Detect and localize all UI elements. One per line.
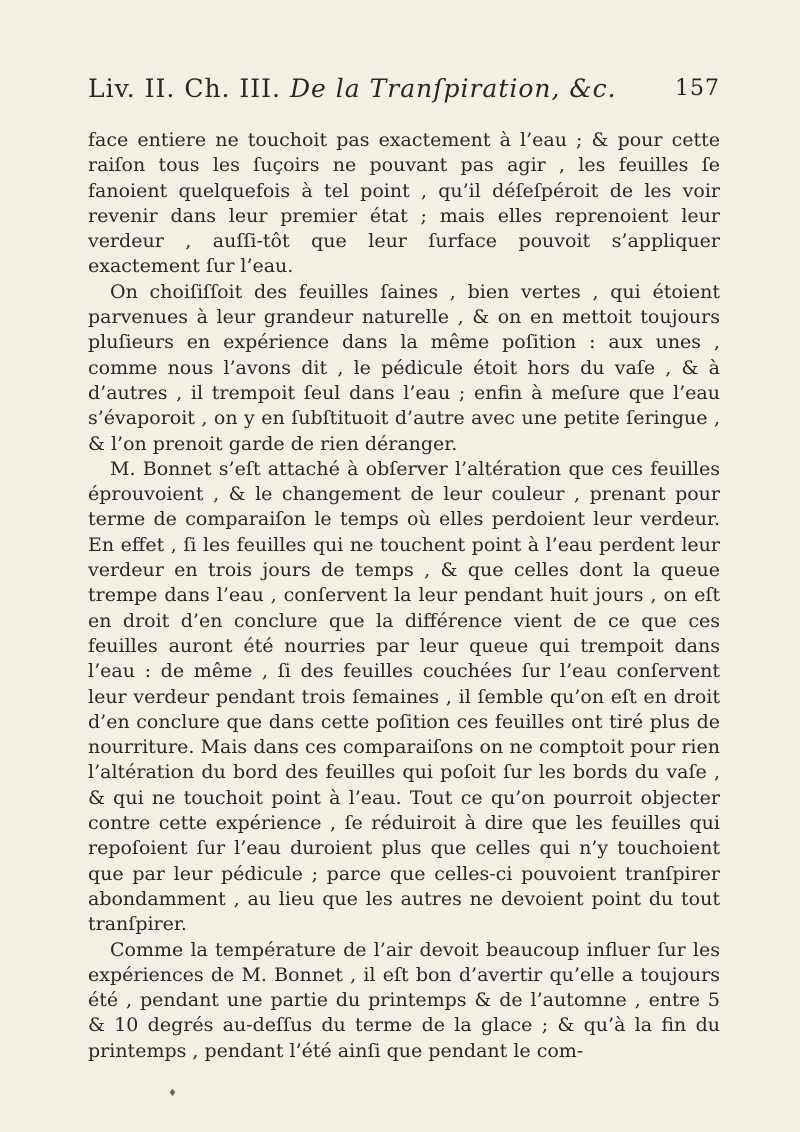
chapter-title: De la Tranſpiration, &c. [289, 74, 617, 103]
body-text [88, 128, 720, 1064]
paragraph-bonnet-observation: M. Bonnet s’eſt attaché à obſerver l’altération que ces feuilles éprouvoient , & le changement de leur couleur , prenant pour terme de comparaiſon le temps où elles perdoient leur verdeur. En effet , ſi les feuilles qui ne touchent point à l’eau perdent leur verdeur en trois jours de temps , & que celles dont la queue trempe dans l’eau , conſervent la leur pendant huit jours , on eſt en droit d’en conclure que la différence vient de ce que ces feuilles auront été nourries par leur queue qui trempoit dans l’eau : de même , ſi des feuilles couchées ſur l’eau conſervent leur verdeur pendant trois ſemaines , il ſemble qu’on eſt en droit d’en conclure que dans cette poſition ces feuilles ont tiré plus de nourriture. Mais dans ces comparaiſons on ne comptoit pour rien l’altération du bord des feuilles qui poſoit ſur les bords du vaſe , & qui ne touchoit point à l’eau. Tout ce qu’on pourroit objecter contre cette expérience , ſe réduiroit à dire que les feuilles qui repoſoient ſur l’eau duroient plus que celles qui n’y touchoient que par leur pédicule ; parce que celles-ci pouvoient tranſpirer abondamment , au lieu que les autres ne devoient point du tout tranſpirer. [88, 457, 720, 936]
page-number: 157 [675, 76, 720, 101]
running-head [88, 74, 720, 110]
paragraph-continued: face entiere ne touchoit pas exactement à l’eau ; & pour cette raiſon tous les ſuçoirs ne pouvant pas agir , les feuilles ſe fanoient quelquefois à tel point , qu’il déſeſpéroit de les voir revenir dans leur premier état ; mais elles reprenoient leur verdeur , auſſi-tôt que leur ſurface pouvoit s’appliquer exactement ſur l’eau. [88, 129, 720, 278]
paragraph-leaves-selection: On choiſiſſoit des feuilles ſaines , bien vertes , qui étoient parvenues à leur grandeur naturelle , & on en mettoit toujours pluſieurs en expérience dans la même poſition : aux unes , comme nous l’avons dit , le pédicule étoit hors du vaſe , & à d’autres , il trempoit ſeul dans l’eau ; enfin à meſure que l’eau s’évaporoit , on y en ſubſtituoit d’autre avec une petite ſeringue , & l’on prenoit garde de rien déranger. [88, 280, 720, 455]
paragraph-temperature: Comme la température de l’air devoit beaucoup influer ſur les expériences de M. Bonnet , il eſt bon d’avertir qu’elle a toujours été , pendant une partie du printemps & de l’automne , entre 5 & 10 degrés au-deſſus du terme de la glace ; & qu’à la fin du printemps , pendant l’été ainſi que pendant le com- [88, 938, 720, 1062]
page-speck-mark: ♦ [168, 1088, 177, 1099]
chapter-number: Ch. III. [184, 74, 282, 103]
book-number: Liv. II. [88, 74, 176, 103]
